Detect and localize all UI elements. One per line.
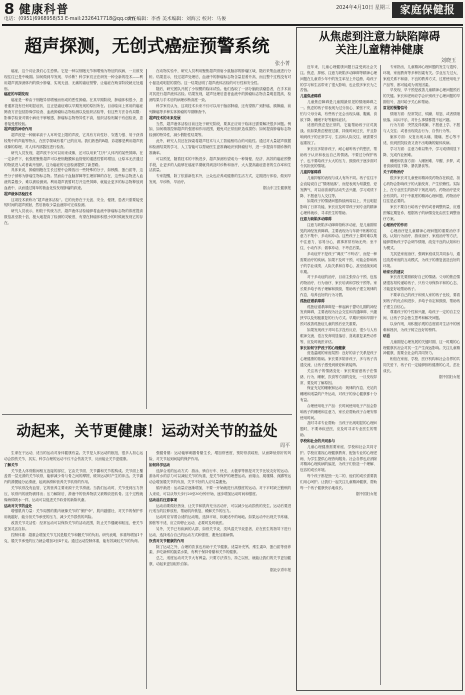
subheading: 运动前后注意事项	[149, 497, 177, 502]
paragraph: 专家提醒，除了依靠新技术外，公众也应养成健康的生活方式，定期进行体检，做到早发现、早诊断、早治疗。	[149, 174, 291, 185]
paragraph: 强健骨骼：运动能够刺激骨骼生长，增加骨密度，预防骨质疏松，从而降低骨折的风险，对关节起到间接的保护作用。	[149, 451, 291, 461]
subheading: 超声波的神奇作用	[4, 127, 32, 132]
paragraph: 具体来说，肿瘤细胞在生长过程中会释放出一些特殊的分子，如核酸、蛋白质等，这些分子被称为肿瘤生物标志物。然而由于血脑屏障等生理屏障的存在，这些标志物进入血液的量极少，难以被检测到。利用超声波暂时打开这些屏障，就能让更多的标志物释放到血液中，从而通过简单的抽血化验发现肿瘤的踪迹。	[4, 168, 143, 190]
paragraph: 运动前要做好热身，让关节和肌肉充分活动开，可以减少运动损伤的发生。运动后要进行适当的拉伸放松，帮助肌肉恢复，缓解关节的压力。	[149, 503, 291, 514]
article2-byline: 周平	[279, 443, 290, 449]
subheading: 饮食对关节健康的作用	[149, 538, 184, 543]
paragraph: 控制体重：超重会增加关节尤其是膝关节和髋关节的负担。研究表明，体重每增加1千克，膝关节承受的压力就会增加3至4千克。通过运动控制体重，能有效减轻关节的负荷。	[4, 532, 143, 543]
paragraph: 近年来，儿童心理健康问题日益受到社会关注。焦虑、抑郁、注意力缺陷多动障碍等精神心理问题在儿童青少年中的发生率呈上升趋势，给孩子的学习和生活带来了很大影响，也让很多家长为之苦恼。	[300, 65, 377, 93]
source-credit: 据中国妇女报	[439, 374, 460, 379]
paragraph: 合理使用电子产品：长时间使用电子产品会影响孩子的睡眠和注意力，家长应帮助孩子合理安排使用时间。	[300, 403, 377, 420]
paragraph: 每个孩子都是独一无二的，他们的成长需要我们用心呵护。让我们一起关注儿童精神健康，帮助每一个孩子健康快乐地成长。	[300, 474, 377, 490]
paragraph: 对于多动症的治疗，目前主张综合干预，包括药物治疗、行为治疗、家长培训和学校干预等。家长要多给予孩子理解和鼓励，帮助孩子建立规律的作息，培养良好的行为习惯。	[300, 275, 377, 297]
paragraph: 多动症并不是孩子“调皮”“不听话”，而是一种需要治疗的疾病。如果不及时干预，可能会影响孩子的学业成绩、人际关系和自尊心，甚至延续到成年期。	[300, 252, 377, 274]
paragraph: 超声波是一种频率高于人耳听觉上限的声波，它具有方向性好、穿透力强、易于获得较集中的声能等特点，在医学领域有着广泛的应用。我们熟悉的B超、彩超都是利用超声波成像的原理，对人体内部器官进行检查。	[4, 133, 143, 149]
paragraph: 儿童心理健康需要家庭、学校和社会共同守护。学校应重视心理健康教育，配备专业的心理老师，为学生提供心理咨询服务。社会各界也应消除对精神心理疾病的偏见，为孩子们营造一个理解、包容的成长环境。	[300, 444, 377, 473]
paragraph: 这项技术被称为“超声液体活检”。它的优势在于无创、安全、便捷，患者只需要接受短时间的超声照射，然后抽取少量血液即可完成检测。	[4, 197, 143, 208]
subheading: 超声液体活检技术	[4, 191, 32, 196]
paragraph: 孤独症谱系障碍是一种起病于婴幼儿期的神经发育障碍，主要表现为社会交往和沟通障碍、兴趣狭窄以及刻板重复的行为方式。早期识别和早期干预对改善孤独症儿童的预后至关重要。	[300, 304, 377, 327]
article2-column-2	[149, 451, 291, 691]
paragraph: 学习方面：注意力难以集中，学习成绩明显下降，完成作业困难。	[383, 146, 460, 157]
paragraph: 改善关节灵活性：经常运动可以保持关节的活动范围，防止关节僵硬和粘连，使关节更加灵活自如。	[4, 521, 143, 531]
paragraph: 行为方面：突然变得孤僻，不愿意上学，不愿与人交往；或者出现攻击行为、自伤行为等。	[383, 123, 460, 134]
paragraph: 心理治疗是儿童精神心理问题的重要治疗手段。认知行为治疗、游戏治疗、家庭治疗等方法，能够帮助孩子学会调节情绪，改变不良的认知和行为模式。	[383, 228, 460, 251]
subheading: 家长如何守护孩子的心理健康	[300, 345, 346, 350]
paragraph: 关节软骨没有血管，它的营养主要来源于关节滑液。当我们运动时，关节受到压力挤压，软骨内的废物被排出；压力解除后，滑液中的营养物质又被吸收进软骨。这个过程就像海绵吸水一样，运动可以促进关节软骨的新陈代谢。	[4, 486, 143, 502]
paragraph: 相信在家庭、学校、医疗机构和社会各界的共同关爱下，孩子们一定能够拥有健康的心灵，茁壮成长。	[383, 357, 460, 373]
section-name: 健康科普	[19, 2, 69, 16]
paragraph: 关注孩子的情绪变化：家长要留意孩子在情绪、行为、睡眠、饮食等方面的变化，一旦发现异常，要及时了解原因。	[300, 368, 377, 385]
paragraph: 早发现、早干预是改善儿童精神心理问题预后的关键。家长和老师应学会识别孩子心理问题的早期信号，及时给予关心和帮助。	[383, 88, 460, 105]
source-credit: 据中国妇女报	[356, 491, 377, 496]
column-divider	[146, 451, 147, 689]
subheading: 如何科学运动	[149, 462, 170, 467]
sidebar-column-2	[383, 65, 460, 687]
article-separator	[2, 414, 292, 415]
article1-title: 超声探测，无创式癌症预警系统	[24, 37, 270, 57]
paragraph: 很多家长对儿童使用精神类药物存在顾虑，担心药物会影响孩子的大脑发育，产生依赖性。实际上，在专业医生的指导下规范用药，药物治疗是安全有效的。对于中重度的精神心理问题，药物治疗往往是必要的。	[383, 176, 460, 204]
editor-info: 责任编辑：李香 美术编辑：刘海云 校对：马俊	[127, 17, 226, 22]
paragraph: 科学家们认为，这项技术未来不仅可以用于脑部肿瘤，还有望推广到肝癌、胰腺癌、前列腺癌等多种实体肿瘤的早期筛查中。	[149, 104, 291, 114]
subheading: 超声技术的未来发展	[149, 115, 181, 120]
paragraph: 尤其是家庭治疗，强调家庭成员共同参与，通过改善家庭的互动模式，为孩子的康复创造良好的环境。	[383, 252, 460, 268]
page-number: 8	[4, 0, 15, 18]
subheading: 运动对关节的益处	[4, 503, 32, 508]
source-credit: 据北京青年报	[270, 567, 291, 572]
paragraph: 关节是人体骨骼间相互连接的部位，它由关节面、关节囊和关节腔构成。关节面上覆盖着一层光滑的关节软骨，能够减少骨与骨之间的摩擦，缓冲运动时产生的冲击。关节囊内的滑膜能分泌滑液，起到润滑和营养关节软骨的作用。	[4, 468, 143, 485]
paragraph: 儿童抑郁的表现与成人有所不同。孩子往往不会直接说自己“情绪低落”，而是表现为易激惹、爱发脾气、对以前喜欢的活动失去兴趣、学习成绩下降、不愿意与人交往等。	[300, 176, 377, 198]
article1-column-2	[149, 69, 291, 410]
subheading: 癌症的早期发现	[4, 92, 29, 97]
column-divider	[380, 65, 381, 685]
paragraph: 除了运动之外，合理的饮食也有助于关节健康。适量补充钙、维生素D、蛋白质等营养素，多吃新鲜的蔬菜水果，有利于保持骨骼和关节的健康。	[149, 544, 291, 555]
paragraph: 在动物实验中，研究人员利用聚焦超声照射小鼠脑部的肿瘤区域，随后采集血液进行分析。结果显示，经过超声处理后，血液中的肿瘤标志物含量显著升高，而且整个过程没有对小鼠造成明显的损伤。这一结果证明了超声液体活检的可行性和安全性。	[149, 69, 291, 85]
paragraph: 躯体方面：反复出现头痛、腹痛、恶心等不适，但到医院检查又查不出明确的躯体疾病。	[383, 135, 460, 145]
paragraph: 及时寻求专业帮助：当孩子出现明显的心理问题时，不要讳疾忌医，应及时寻求专业医生的帮助。	[300, 421, 377, 438]
article2-title: 动起来，关节更健康！运动对关节的益处	[16, 423, 278, 440]
paragraph: 家长首先要照顾好自己的情绪。父母的焦虑情绪很容易传递给孩子，只有父母保持平和的心态，才能更好地帮助孩子。	[383, 275, 460, 292]
subheading: 孤独症谱系障碍	[300, 298, 325, 303]
paragraph: 儿童焦虑障碍是儿童期最常见的情绪障碍之一。焦虑的孩子常表现为过分担心、紧张不安、害怕与父母分离，有些孩子还会出现头痛、腹痛、食欲下降、睡眠不好等躯体症状。	[300, 100, 377, 122]
newspaper-banner: 家庭保健报	[392, 2, 463, 18]
paragraph: 生命在于运动，适当的运动对身体健康有益。关节是人体运动的枢纽，很多人担心运动会损伤关节，其实，科学合理的运动不仅不会伤害关节，反而能让关节更健康。	[4, 451, 143, 461]
subheading: 心理治疗的作用	[383, 222, 408, 227]
paragraph: 研究人员发现，超声波不仅可以用来成像，还可以用来“打开”人体内的某些屏障。在一定条件下，低强度聚焦超声可以使细胞膜和血管壁的通透性暂时增加，让原本无法通过的物质进入或者离开组织。这为癌症的无创检测提供了新思路。	[4, 150, 143, 167]
sidebar-column-1	[300, 65, 377, 687]
subheading: 儿童焦虑障碍	[300, 94, 321, 99]
subheading: 儿童抑郁障碍	[300, 170, 321, 175]
paragraph: 运动时应穿着合适的运动鞋，选择平坦、软硬适中的场地。如果运动中出现关节疼痛、肿胀等不适，应立即停止运动，必要时及时就医。	[149, 515, 291, 526]
paragraph: 此外，研究人员还在探索将超声技术与人工智能相结合的可能性。通过对大量超声数据和检测结果的学习，人工智能可以帮助医生更准确地识别肿瘤信号，进一步提高早期诊断的准确率。	[149, 139, 291, 155]
paragraph: 情绪方面：经常哭泣、烦躁、易怒，或者情绪低落、闷闷不乐，对什么事情都提不起兴趣。	[383, 111, 460, 122]
subheading: 关于药物治疗	[383, 170, 404, 175]
sidebar-title-line1: 从焦虑到注意力缺陷障碍	[319, 30, 440, 43]
paragraph: 循序渐进：运动量应逐渐增加，不要一开始就进行高强度的运动。对于平时缺乏锻炼的人来说，可以从每天步行20至30分钟开始，逐步增加运动时间和强度。	[149, 486, 291, 496]
column-divider	[146, 69, 147, 409]
article1-byline: 张小菁	[274, 61, 290, 67]
subheading: 注意力缺陷多动障碍	[300, 216, 332, 221]
paragraph: 注意力缺陷多动障碍俗称多动症，是儿童期常见的神经发育障碍。主要表现为与年龄不相称的注意力不集中、多动和冲动。这些孩子上课时难以集中注意力，容易分心，做事常常有始无终；坐不住，小动作多；做事冲动，不考虑后果。	[300, 222, 377, 251]
paragraph: 如果发现孩子对叫名字没有反应、很少与人有眼神交流、语言发育明显落后、喜欢重复某些动作等，应及时就医评估。	[300, 327, 377, 344]
subheading: 学校和社会的共同参与	[300, 439, 335, 443]
sidebar-byline: 刘晓玉	[440, 58, 456, 64]
paragraph: 家长应多陪伴孩子，耐心倾听孩子的想法，帮助孩子认识和表达自己的情绪。不要过分保护孩子，也不要给孩子太大的压力，鼓励孩子逐步面对令其担忧的情境。	[300, 146, 377, 169]
paragraph: 不要拿自己的孩子和别人家的孩子比较，要看到孩子的优点和进步，多给予肯定和鼓励，帮助孩子建立自信心。	[383, 292, 460, 309]
paragraph: 可以预见，随着技术的不断进步，超声探测有望成为一种简便、经济、高效的癌症预警手段，让更多的人能够在癌症早期就得到及时诊断和治疗，大大提高癌症患者的生存率和生活质量。	[149, 156, 291, 173]
paragraph: 营造温暖的家庭氛围：良好的亲子关系是孩子心理健康的基础。家长要多陪伴孩子，多与孩子沟通交流，让孩子感受到被爱和被接纳。	[300, 351, 377, 368]
paragraph: 如果孩子的情绪问题持续两周以上，并且明显影响了日常功能，家长应及时带孩子到专业的精神心理科就诊，寻求医生的帮助。	[300, 199, 377, 216]
paragraph: 癌症是一种由于细胞异常增殖而形成的恶性肿瘤。在其早期阶段，肿瘤体积很小，患者通常没有任何明显症状，这正是癌症难以早期发现的原因所在。目前临床上常用的癌症筛查方法包括影像学检查、血液肿瘤标志物检测以及组织活检等，但这些方法各有局限：影像学检查对微小病灶不够敏感，肿瘤标志物特异性不高，组织活检则属于有创检查，患者接受度较低。	[4, 98, 143, 126]
paragraph: 癌症，这个词让我们心生恐惧。它是一种以细胞无节制增殖为特征的疾病，一旦被发现往往已是中晚期。如何做到早发现、早诊断？科学家们正在研发一种全新的技术——利用超声波探测体内的微小肿瘤，实现无创、无痛的癌症预警，让癌症在萌芽阶段就无处遁形。	[4, 69, 143, 91]
article1-column-1	[4, 69, 143, 410]
issue-date: 2024年4月10日 星期三	[336, 5, 390, 11]
contact-line: 电话：(0951)6968958/53 E-mail:2326417718@qq.com	[4, 17, 135, 22]
paragraph: 睡眠和饮食方面：入睡困难、早醒、多梦，或者食欲明显下降、暴饮暴食等。	[383, 158, 460, 169]
subheading: 常见的预警信号	[383, 105, 408, 110]
paragraph: 保证充足的睡眠和运动：规律的作息、充足的睡眠和适量的户外运动，对孩子的身心健康都十分有益。	[300, 386, 377, 403]
paragraph: 儿童期是心理发展的关键时期，这一时期的心理健康状况会对其一生产生深远影响。关注儿童精神健康，需要全社会的共同努力。	[383, 339, 460, 356]
source-credit: 据山东卫生健康报	[263, 185, 291, 190]
subheading: 给家长的建议	[383, 269, 404, 274]
paragraph: 研究人员表示，相较于传统方法，超声液体活检能够将血液中肿瘤标志物的浓度提高数倍甚至数十倍，极大地提高了检测的灵敏度，有望在肿瘤体积很小的时候就发现它的存在。	[4, 209, 143, 225]
article2-column-1	[4, 451, 143, 691]
paragraph: 增强肌肉力量：关节周围的肌肉就像关节的“保护伞”，肌肉越强壮，对关节的保护作用就越好，能分担关节承受的压力，减少关节损伤的风险。	[4, 509, 143, 520]
paragraph: 以身作则，用积极乐观的态度面对生活中的困难和挫折，为孩子树立良好的榜样。	[383, 322, 460, 332]
paragraph: 尊重孩子的个性和兴趣，给孩子一定的自主空间，让孩子学会独立思考和解决问题。	[383, 310, 460, 321]
paragraph: 总之，适度运动对关节大有裨益。只要方法得当，持之以恒，就能让我们的关节更加健康，动起来更加轻松自如。	[149, 556, 291, 567]
paragraph: 专家指出，儿童精神心理问题的发生与遗传、环境、家庭教育等多种因素有关。学业压力过大、家庭关系不和谐、不良的教养方式、过度使用电子产品等，都可能成为诱发因素。	[383, 65, 460, 87]
paragraph: 适度的焦虑是正常的，它能帮助孩子应对挑战。但如果焦虑程度过重、持续时间过长，并且影响到孩子的正常学习、生活和人际交往，就需要引起重视了。	[300, 123, 377, 145]
paragraph: 随后，研究团队开展了小规模的临床试验。他们选取了一部分脑胶质瘤患者，在手术前对其进行超声液体活检。结果发现，超声处理后患者血液中的肿瘤标志物含量明显提高，检测结果与手术后的病理诊断高度一致。	[149, 86, 291, 103]
paragraph: 当然，超声液体活检目前还处于研究阶段，要真正应用于临床还需要解决很多问题。例如，如何精准控制超声的强度和作用范围，避免对正常组织造成损伤；如何提高肿瘤标志物检测的特异性，减少假阳性结果等。	[149, 121, 291, 138]
paragraph: 另外，关节已有疾病的人群，如骨关节炎、类风湿关节炎患者，应在医生的指导下进行运动，选择适合自己的运动方式和强度，避免加重病情。	[149, 526, 291, 537]
header-rule	[2, 24, 463, 26]
subheading: 结语	[383, 333, 390, 338]
paragraph: 选择合适的运动方式：游泳、骑自行车、快走、太极拳等都是对关节比较友好的运动。游泳时水的浮力可以减轻关节的负重，是关节保护的理想运动。而爬山、爬楼梯、深蹲等运动会增加膝关节的负担，关节不好的人应尽量避免。	[149, 468, 291, 485]
subheading: 了解关节	[4, 462, 18, 467]
sidebar-title-line2: 关注儿童精神健康	[335, 43, 424, 56]
paragraph: 家长不要自行给孩子停药或者调整药量，应遵医嘱定期复诊，根据孩子的病情变化由医生调整治疗方案。	[383, 205, 460, 221]
